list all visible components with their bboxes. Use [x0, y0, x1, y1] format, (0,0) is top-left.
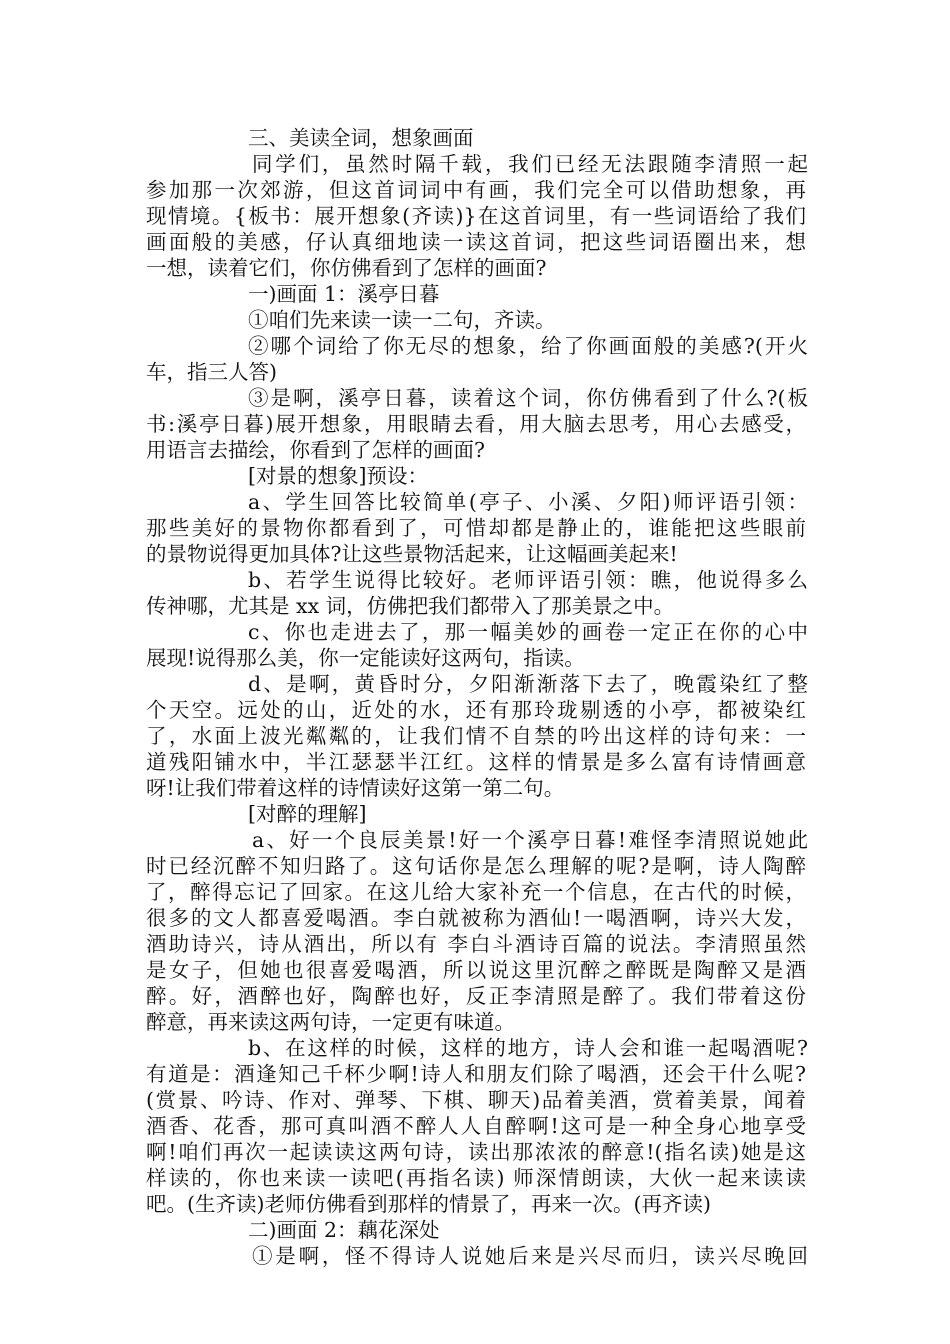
paragraph-line: 个天空。远处的山，近处的水，还有那玲珑剔透的小亭，都被染红: [146, 698, 806, 722]
paragraph-line: b、若学生说得比较好。老师评语引领：瞧，他说得多么: [248, 568, 808, 592]
paragraph-line: 参加那一次郊游，但这首词词中有画，我们完全可以借助想象，再: [146, 178, 806, 202]
paragraph-line: d、是啊，黄昏时分，夕阳渐渐落下去了，晚霞染红了整: [248, 672, 808, 696]
paragraph-line: 的景物说得更加具体?让这些景物活起来，让这幅画美起来!: [146, 542, 678, 566]
paragraph-line: 道残阳铺水中，半江瑟瑟半江红。这样的情景是多么富有诗情画意: [146, 750, 806, 774]
paragraph-line: 酒香、花香，那可真叫酒不醉人人自醉啊!这可是一种全身心地享受: [146, 1114, 806, 1138]
subsection-heading: [对景的想象]预设：: [248, 464, 428, 488]
paragraph-line: ①咱们先来读一读一二句，齐读。: [248, 308, 556, 332]
paragraph-line: 画面般的美感，仔认真细地读一读这首词，把这些词语圈出来，想: [146, 230, 806, 254]
paragraph-line: 传神哪，尤其是 xx 词，仿佛把我们都带入了那美景之中。: [146, 594, 675, 618]
subsection-heading: [对醉的理解]: [248, 802, 367, 826]
paragraph-line: 车，指三人答): [146, 360, 277, 384]
paragraph-line: 用语言去描绘，你看到了怎样的画面?: [146, 438, 485, 462]
subsection-heading: 二)画面 2：藕花深处: [248, 1218, 440, 1242]
section-heading: 三、美读全词，想象画面: [248, 126, 474, 150]
paragraph-line: 醉意，再来读这两句诗，一定更有味道。: [146, 1010, 515, 1034]
paragraph-line: 啊!咱们再次一起读读这两句诗，读出那浓浓的醉意!(指名读)她是这: [146, 1140, 806, 1164]
paragraph-line: 现情境。{板书：展开想象(齐读)}在这首词里，有一些词语给了我们: [146, 204, 806, 228]
paragraph-line: 了，醉得忘记了回家。在这儿给大家补充一个信息，在古代的时候，: [146, 880, 806, 904]
paragraph-line: 有道是：酒逢知己千杯少啊!诗人和朋友们除了喝酒，还会干什么呢?: [146, 1062, 806, 1086]
paragraph-line: a、好一个良辰美景!好一个溪亭日暮!难怪李清照说她此: [252, 828, 808, 852]
paragraph-line: 展现!说得那么美，你一定能读好这两句，指读。: [146, 646, 585, 670]
paragraph-line: (赏景、吟诗、作对、弹琴、下棋、聊天)品着美酒，赏着美景，闻着: [146, 1088, 806, 1112]
paragraph-line: 很多的文人都喜爱喝酒。李白就被称为酒仙!一喝酒啊，诗兴大发，: [146, 906, 806, 930]
paragraph-line: 样读的，你也来读一读吧(再指名读) 师深情朗读，大伙一起来读读: [146, 1166, 806, 1190]
paragraph-line: 一想，读着它们，你仿佛看到了怎样的画面?: [146, 256, 547, 280]
paragraph-line: 呀!让我们带着这样的诗情读好这第一第二句。: [146, 776, 565, 800]
paragraph-line: c、你也走进去了，那一幅美妙的画卷一定正在你的心中: [248, 620, 808, 644]
paragraph-line: 吧。(生齐读)老师仿佛看到那样的情景了，再来一次。(再齐读): [146, 1192, 711, 1216]
paragraph-line: 同学们，虽然时隔千载，我们已经无法跟随李清照一起: [252, 152, 808, 176]
paragraph-line: 书:溪亭日暮)展开想象，用眼睛去看，用大脑去思考，用心去感受，: [146, 412, 806, 436]
paragraph-line: ①是啊，怪不得诗人说她后来是兴尽而归，读兴尽晚回: [252, 1244, 808, 1268]
paragraph-line: a、学生回答比较简单(亭子、小溪、夕阳)师评语引领：: [248, 490, 808, 514]
paragraph-line: 酒助诗兴，诗从酒出，所以有 李白斗酒诗百篇的说法。李清照虽然: [146, 932, 806, 956]
paragraph-line: 时已经沉醉不知归路了。这句话你是怎么理解的呢?是啊，诗人陶醉: [146, 854, 806, 878]
paragraph-line: 是女子，但她也很喜爱喝酒，所以说这里沉醉之醉既是陶醉又是酒: [146, 958, 806, 982]
subsection-heading: 一)画面 1：溪亭日暮: [248, 282, 440, 306]
paragraph-line: b、在这样的时候，这样的地方，诗人会和谁一起喝酒呢?: [248, 1036, 808, 1060]
paragraph-line: ③是啊，溪亭日暮，读着这个词，你仿佛看到了什么?(板: [248, 386, 808, 410]
paragraph-line: ②哪个词给了你无尽的想象，给了你画面般的美感?(开火: [248, 334, 808, 358]
paragraph-line: 那些美好的景物你都看到了，可惜却都是静止的，谁能把这些眼前: [146, 516, 806, 540]
paragraph-line: 了，水面上波光粼粼的，让我们情不自禁的吟出这样的诗句来：一: [146, 724, 806, 748]
paragraph-line: 醉。好，酒醉也好，陶醉也好，反正李清照是醉了。我们带着这份: [146, 984, 806, 1008]
